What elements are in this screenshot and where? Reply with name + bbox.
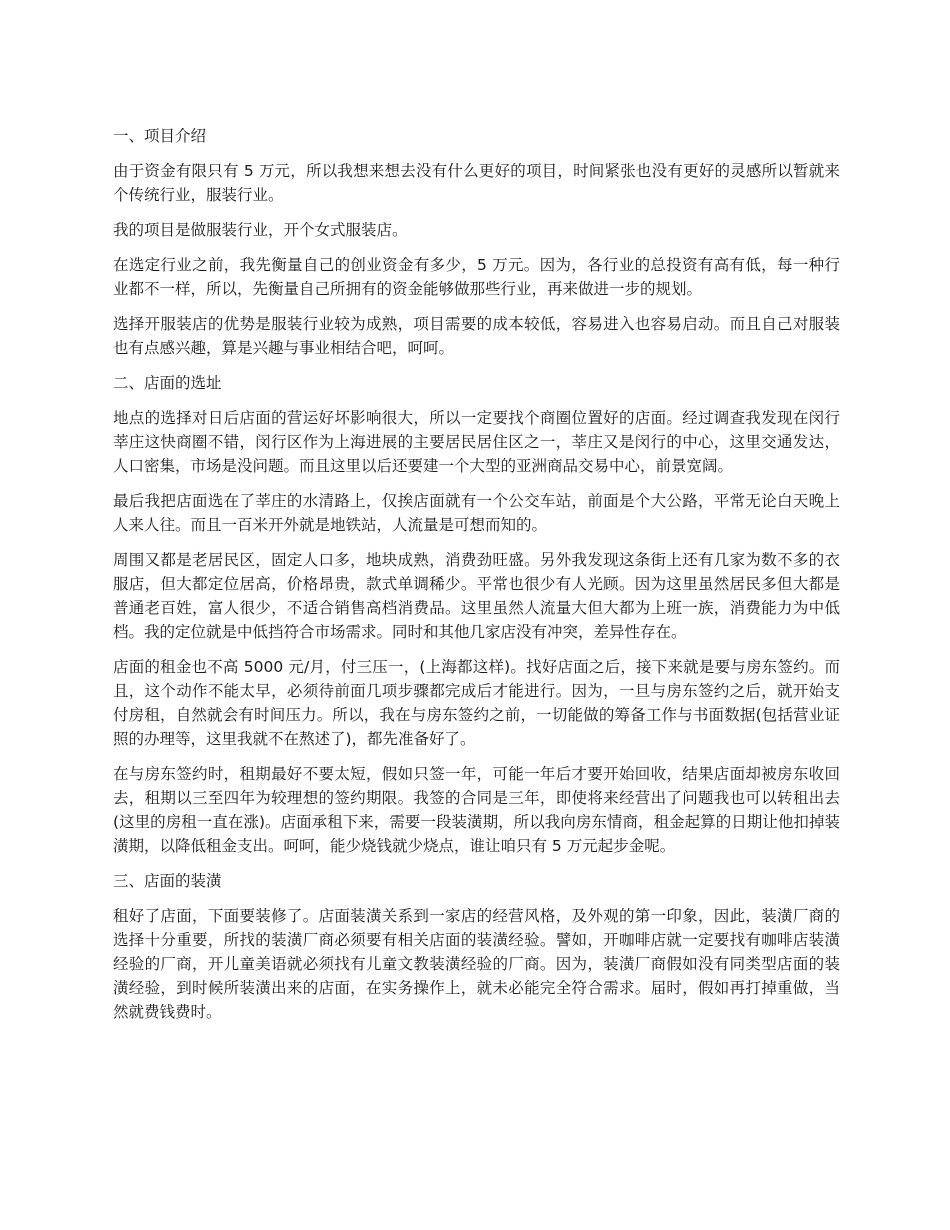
paragraph-capital: 在选定行业之前，我先衡量自己的创业资金有多少，5 万元。因为，各行业的总投资有高有低，每一种行业都不一样，所以，先衡量自己所拥有的资金能够做那些行业，再来做进一步的规划。 xyxy=(113,256,840,298)
paragraph-street: 最后我把店面选在了莘庄的水清路上，仅挨店面就有一个公交车站，前面是个大公路，平常无论白天晚上人来人往。而且一百米开外就是地铁站，人流量是可想而知的。 xyxy=(113,492,840,534)
paragraph-location-choice: 地点的选择对日后店面的营运好坏影响很大，所以一定要找个商圈位置好的店面。经过调查我发现在闵行莘庄这快商圈不错，闵行区作为上海进展的主要居民居住区之一，莘庄又是闵行的中心，这里交通发达，人口密集，市场是没问题。而且这里以后还要建一个大型的亚洲商品交易中心，前景宽阔。 xyxy=(113,409,840,475)
paragraph-decoration: 租好了店面，下面要装修了。店面装潢关系到一家店的经营风格，及外观的第一印象，因此，装潢厂商的选择十分重要，所找的装潢厂商必须要有相关店面的装潢经验。譬如，开咖啡店就一定要找有咖啡店装潢经验的厂商，开儿童美语就必须找有儿童文教装潢经验的厂商。因为，装潢厂商假如没有同类型店面的装潢经验，到时候所装潢出来的店面，在实务操作上，就未必能完全符合需求。届时，假如再打掉重做，当然就费钱费时。 xyxy=(113,907,840,1021)
paragraph-project: 我的项目是做服装行业，开个女式服装店。 xyxy=(113,221,408,239)
document-body xyxy=(113,124,840,1035)
paragraph-rent: 店面的租金也不高 5000 元/月，付三压一，(上海都这样)。找好店面之后，接下来就是要与房东签约。而且，这个动作不能太早，必须待前面几项步骤都完成后才能进行。因为，一旦与房东签约之后，就开始支付房租，自然就会有时间压力。所以，我在与房东签约之前，一切能做的筹备工作与书面数据(包括营业证照的办理等，这里我就不在熬述了)，都先准备好了。 xyxy=(113,658,840,748)
paragraph-funding: 由于资金有限只有 5 万元，所以我想来想去没有什么更好的项目，时间紧张也没有更好的灵感所以暂就来个传统行业，服装行业。 xyxy=(113,162,840,204)
section-heading-location: 二、店面的选址 xyxy=(113,374,222,392)
paragraph-advantage: 选择开服装店的优势是服装行业较为成熟，项目需要的成本较低，容易进入也容易启动。而且自己对服装也有点感兴趣，算是兴趣与事业相结合吧，呵呵。 xyxy=(113,315,840,357)
section-heading-project-intro: 一、项目介绍 xyxy=(113,127,207,145)
section-heading-decoration: 三、店面的装潢 xyxy=(113,872,222,890)
paragraph-lease: 在与房东签约时，租期最好不要太短，假如只签一年，可能一年后才要开始回收，结果店面却被房东收回去，租期以三至四年为较理想的签约期限。我签的合同是三年，即使将来经营出了问题我也可以转租出去(这里的房租一直在涨)。店面承租下来，需要一段装潢期，所以我向房东情商，租金起算的日期让他扣掉装潢期，以降低租金支出。呵呵，能少烧钱就少烧点，谁让咱只有 5 万元起步金呢。 xyxy=(113,765,840,855)
paragraph-neighborhood: 周围又都是老居民区，固定人口多，地块成熟，消费劲旺盛。另外我发现这条街上还有几家为数不多的衣服店，但大都定位居高，价格昂贵，款式单调稀少。平常也很少有人光顾。因为这里虽然居民多但大都是普通老百姓，富人很少，不适合销售高档消费品。这里虽然人流量大但大都为上班一族，消费能力为中低档。我的定位就是中低挡符合市场需求。同时和其他几家店没有冲突，差异性存在。 xyxy=(113,551,840,641)
